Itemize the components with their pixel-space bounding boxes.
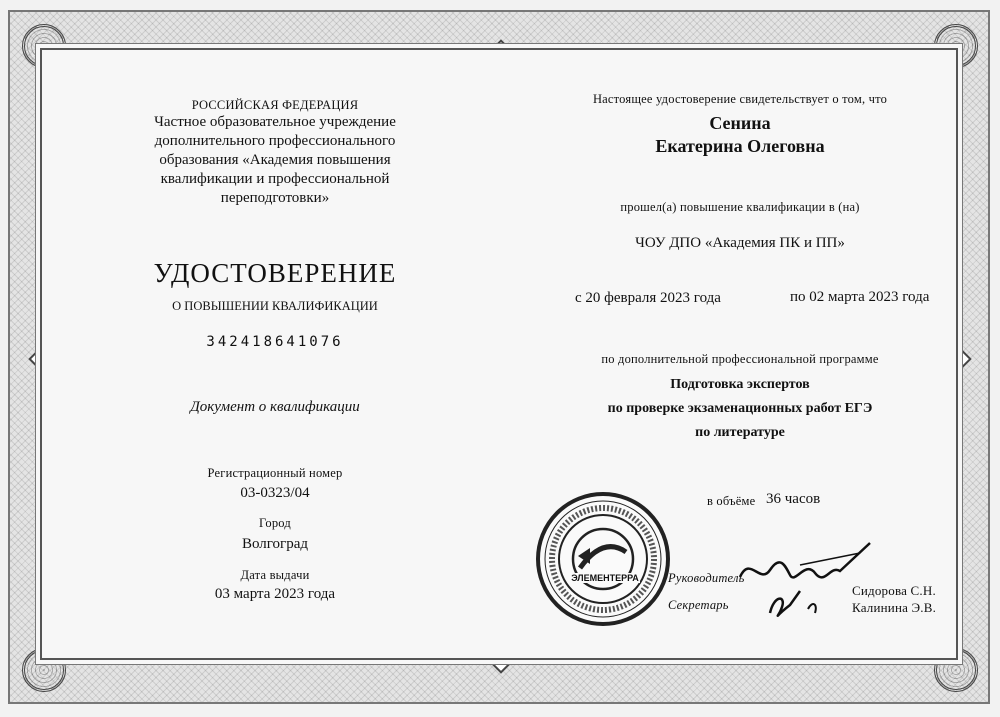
secretary-signature [760, 585, 830, 621]
volume-label: в объёме [707, 494, 756, 508]
date-from: с 20 февраля 2023 года [575, 290, 721, 306]
qualification-passed-label: прошел(а) повышение квалификации в (на) [620, 200, 860, 214]
document-subtitle: О ПОВЫШЕНИИ КВАЛИФИКАЦИИ [172, 299, 378, 313]
program-label: по дополнительной профессиональной программе [601, 352, 879, 366]
program-title [520, 373, 960, 445]
country-label: РОССИЙСКАЯ ФЕДЕРАЦИЯ [191, 98, 359, 112]
holder-surname: Сенина [709, 113, 771, 133]
document-type: Документ о квалификации [190, 399, 360, 415]
secretary-label: Секретарь [668, 598, 729, 612]
seal-center-text: ЭЛЕМЕНТЕРРА [571, 573, 639, 583]
program-line: по литературе [695, 425, 785, 440]
organization-seal [536, 492, 670, 626]
program-line: Подготовка экспертов [670, 377, 810, 392]
document-number: 342418641076 [206, 334, 344, 350]
head-name: Сидорова С.Н. [852, 583, 936, 598]
registration-label: Регистрационный номер [207, 466, 343, 480]
volume-value: 36 часов [766, 491, 821, 507]
program-line: по проверке экзаменационных работ ЕГЭ [607, 401, 873, 416]
secretary-name: Калинина Э.В. [852, 600, 937, 615]
document-title: УДОСТОВЕРЕНИЕ [153, 258, 397, 288]
date-to: по 02 марта 2023 года [790, 289, 930, 305]
issue-date-label: Дата выдачи [240, 568, 310, 582]
city-value: Волгоград [241, 536, 308, 552]
org-line: переподготовки» [220, 190, 330, 206]
head-label: Руководитель [668, 571, 745, 585]
org-line: образования «Академия повышения [159, 152, 391, 168]
registration-number: 03-0323/04 [240, 485, 310, 501]
org-line: квалификации и профессиональной [160, 171, 390, 187]
issuing-organization [90, 113, 460, 208]
institution-name: ЧОУ ДПО «Академия ПК и ПП» [635, 235, 845, 251]
certificate-intro: Настоящее удостоверение свидетельствует о том, что [592, 92, 888, 106]
org-line: дополнительного профессионального [154, 133, 396, 149]
city-label: Город [259, 516, 291, 530]
issue-date-value: 03 марта 2023 года [214, 586, 336, 602]
holder-name: Екатерина Олеговна [655, 136, 825, 156]
org-line: Частное образовательное учреждение [154, 114, 396, 130]
